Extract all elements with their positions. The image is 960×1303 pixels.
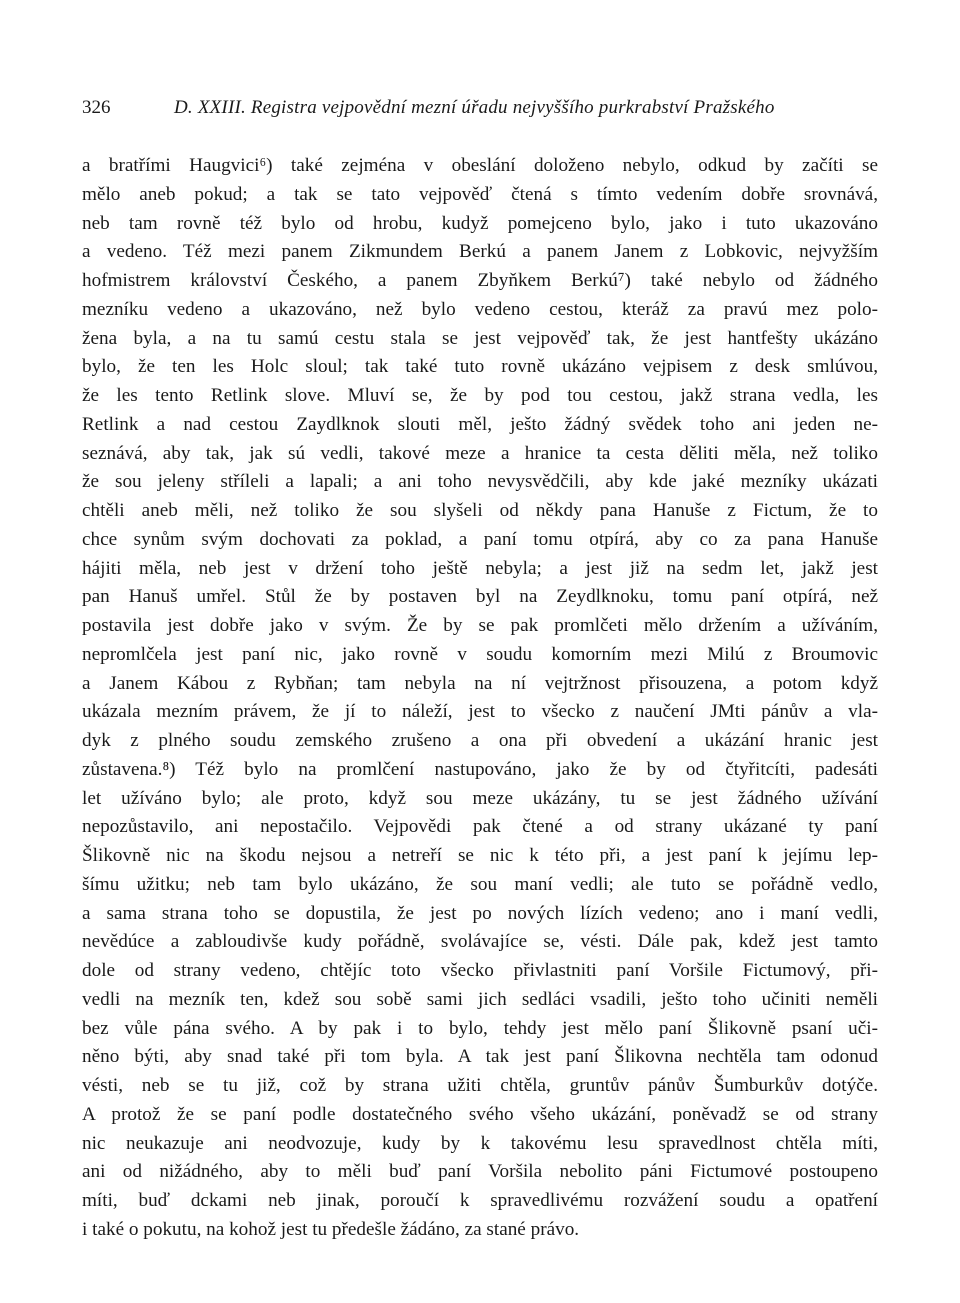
text-line: že sou jeleny stříleli a lapali; a ani toho nevysvědčili, aby kde jaké mezníky ukázati [82,471,878,493]
text-line: seznává, aby tak, jak sú vedli, takové meze a hranice ta cesta děliti měla, než toliko [82,442,878,464]
text-line: A protož že se paní podle dostatečného svého všeho ukázání, poněvadž se od strany [82,1103,878,1125]
text-line: žena byla, a na tu samú cestu stala se jest vejpověď tak, že jest hantfešty ukázáno [82,327,878,349]
text-line: hofmistrem království Českého, a panem Zbyňkem Berkú⁷) také nebylo od žádného [82,270,878,291]
text-line: chtěli aneb měli, než toliko že sou slyšeli od někdy pana Hanuše z Fictum, že to [82,500,878,521]
text-line: a vedeno. Též mezi panem Zikmundem Berkú a panem Janem z Lobkovic, nejvyžším [82,241,878,263]
text-line: vedli na mezník ten, kdež sou sobě sami jich sedláci vsadili, ješto toho učiniti neměli [82,988,878,1010]
text-line: Šlikovně nic na škodu nejsou a netreří se nic k této při, a jest paní k jejímu lep- [82,845,878,866]
text-line: Retlink a nad cestou Zaydlknok slouti měl, ješto žádný svědek toho ani jeden ne- [82,413,878,435]
document-page [82,96,878,1245]
text-line: chce synům svým dochovati za poklad, a paní tomu otpírá, aby co za pana Hanuše [82,528,878,550]
running-title: D. XXIII. Registra vejpovědní mezní úřadu nejvyššího purkrabství Pražského [174,97,775,118]
text-line: let užíváno bylo; ale proto, když sou meze ukázány, tu se jest žádného užívání [82,787,878,809]
text-line: neb tam rovně též bylo od hrobu, kudyž pomejceno bylo, jako i tuto ukazováno [82,212,878,234]
text-line: míti, buď dckami neb jinak, poroučí k spravedlivému rozvážení soudu a opatření [82,1190,878,1211]
text-line: a Janem Kábou z Rybňan; tam nebyla na ní vejtržnost přisouzena, a potom když [82,672,878,694]
text-line: šímu užitku; neb tam bylo ukázáno, že sou maní vedli; ale tuto se pořádně vedlo, [82,873,878,895]
text-line: že les tento Retlink slove. Mluví se, že by pod tou cestou, jakž strana vedla, les [82,385,878,406]
text-line: ukázala mezním právem, že jí to náleží, jest to všecko z naučení JMti pánův a vla- [82,701,878,723]
text-line: dyk z plného soudu zemského zrušeno a ona při obvedení a ukázání hranic jest [82,730,878,751]
text-line: nic neukazuje ani neodvozuje, kudy by k takovému lesu spravedlnost chtěla míti, [82,1132,878,1154]
text-line: bylo, že ten les Holc sloul; tak také tuto rovně ukázáno vejpisem z desk smlúvou, [82,356,878,378]
page-number: 326 [82,97,111,118]
text-line: nepozůstavilo, ani nepostačilo. Vejpovědi pak čtené a od strany ukázané ty paní [82,816,878,838]
running-head [82,96,878,120]
text-line: ani od nižádného, aby to měli buď paní Voršila nebolito páni Fictumové postoupeno [82,1161,878,1183]
text-line: mezníku vedeno a ukazováno, než bylo vedeno cestou, kteráž za pravú mez polo- [82,298,878,320]
body-text [82,152,878,1245]
text-line: nevědúce a zabloudivše kudy pořádně, svolávajíce se, vésti. Dále pak, kdež jest tamto [82,931,878,953]
text-line: i také o pokutu, na kohož jest tu předešle žádáno, za stané právo. [82,1218,580,1240]
text-line: a sama strana toho se dopustila, že jest po nových lízích vedeno; ano i maní vedli, [82,902,878,924]
text-line: něno býti, aby snad také při tom byla. A tak jest paní Šlikovna nechtěla tam odonud [82,1046,878,1068]
text-line: bez vůle pána svého. A by pak i to bylo, tehdy jest mělo paní Šlikovně psaní uči- [82,1017,878,1039]
text-line: dole od strany vedeno, chtějíc toto všecko přivlastniti paní Voršile Fictumový, při- [82,960,878,981]
text-line: zůstavena.⁸) Též bylo na promlčení nastupováno, jako že by od čtyřitcíti, padesáti [82,758,878,780]
text-line: mělo aneb pokud; a tak se tato vejpověď čtená s tímto vedením dobře srovnává, [82,183,878,205]
text-line: hájiti měla, neb jest v držení toho ještě nebyla; a jest již na sedm let, jakž jest [82,557,878,579]
text-line: a bratřími Haugvici⁶) také zejména v obeslání doloženo nebylo, odkud by začíti se [82,155,878,176]
text-line: pan Hanuš umřel. Stůl že by postaven byl na Zeydlknoku, tomu paní otpírá, než [82,586,878,608]
text-line: postavila jest dobře jako v svým. Že by se pak promlčeti mělo držením a užíváním, [82,615,878,636]
text-line: nepromlčela jest paní nic, jako rovně v soudu komorním mezi Milú z Broumovic [82,643,878,665]
text-line: vésti, neb se tu již, což by strana užiti chtěla, gruntův pánův Šumburkův dotýče. [82,1075,878,1096]
